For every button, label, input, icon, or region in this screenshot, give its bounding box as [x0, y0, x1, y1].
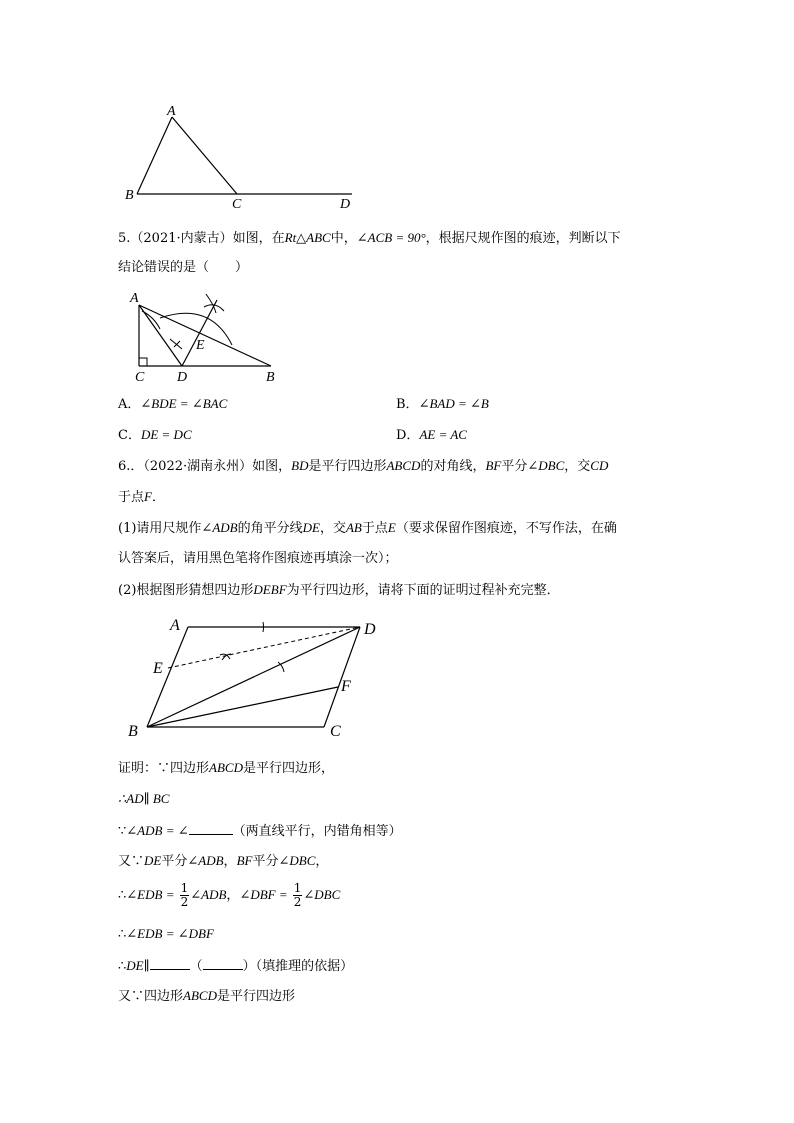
q6-part1-line2: 认答案后，请用黑色笔将作图痕迹再填涂一次）； — [118, 551, 398, 566]
label-f: F — [341, 678, 351, 695]
proof-line5: ∴∠EDB = $\frac{1}{2}$ ∠ADB，∠DBF = $\frac{1}{2}$ ∠DBC — [118, 881, 341, 909]
answer-blank[interactable] — [203, 955, 243, 970]
label-a: A — [167, 104, 176, 119]
proof-line2: ∴AD∥ BC — [118, 791, 170, 806]
q6-part2: (2)根据图形猜想四边形DEBF为平行四边形，请将下面的证明过程补充完整． — [118, 582, 560, 598]
fraction-half: $\frac{1}{2}$ — [180, 881, 189, 909]
label-d: D — [364, 621, 376, 638]
label-d: D — [340, 197, 351, 212]
q5-option-a: A．∠BDE = ∠BAC — [118, 396, 228, 412]
label-c: C — [330, 723, 341, 740]
figure-parallelogram — [120, 610, 400, 745]
q6-stem-line2: 于点F． — [118, 489, 165, 505]
q5-stem-line2: 结论错误的是（ ） — [118, 260, 249, 275]
q5-stem-line1: 5.（2021·内蒙古）如图，在Rt△ABC中，∠ACB = 90°，根据尺规作图的痕迹，判断以下 — [118, 230, 621, 246]
q5-option-b: B．∠BAD = ∠B — [396, 396, 489, 412]
answer-blank[interactable] — [150, 955, 190, 970]
proof-line4: 又∵DE平分∠ADB，BF平分∠DBC， — [118, 853, 329, 869]
label-b: B — [125, 188, 134, 203]
proof-line8: 又∵四边形ABCD是平行四边形 — [118, 988, 295, 1004]
q6-part1-line1: (1)请用尺规作∠ADB的角平分线DE，交AB于点E（要求保留作图痕迹，不写作法，在确 — [118, 520, 617, 536]
proof-line3: ∵∠ADB = ∠ （两直线平行，内错角相等） — [118, 820, 402, 842]
fraction-half: $\frac{1}{2}$ — [293, 881, 302, 909]
q5-option-c: C．DE = DC — [118, 427, 192, 443]
label-e: E — [196, 338, 205, 353]
proof-line7: ∴DE∥ （ ）（填推理的依据） — [118, 955, 353, 977]
label-a: A — [170, 617, 180, 634]
figure-triangle-abcd — [110, 95, 370, 215]
label-e: E — [153, 660, 163, 677]
proof-line1: 证明：∵四边形ABCD是平行四边形， — [118, 760, 334, 776]
q6-stem-line1: 6.．（2022·湖南永州）如图，BD是平行四边形ABCD的对角线，BF平分∠DBC，交CD — [118, 458, 609, 474]
proof-line6: ∴∠EDB = ∠DBF — [118, 926, 214, 942]
answer-blank[interactable] — [189, 820, 233, 835]
label-c: C — [135, 370, 145, 385]
label-d: D — [177, 370, 188, 385]
label-c: C — [232, 197, 242, 212]
q5-option-d: D．AE = AC — [396, 427, 467, 443]
label-b: B — [128, 723, 138, 740]
figure-right-triangle — [120, 287, 290, 387]
label-a: A — [130, 291, 139, 306]
label-b: B — [266, 370, 275, 385]
